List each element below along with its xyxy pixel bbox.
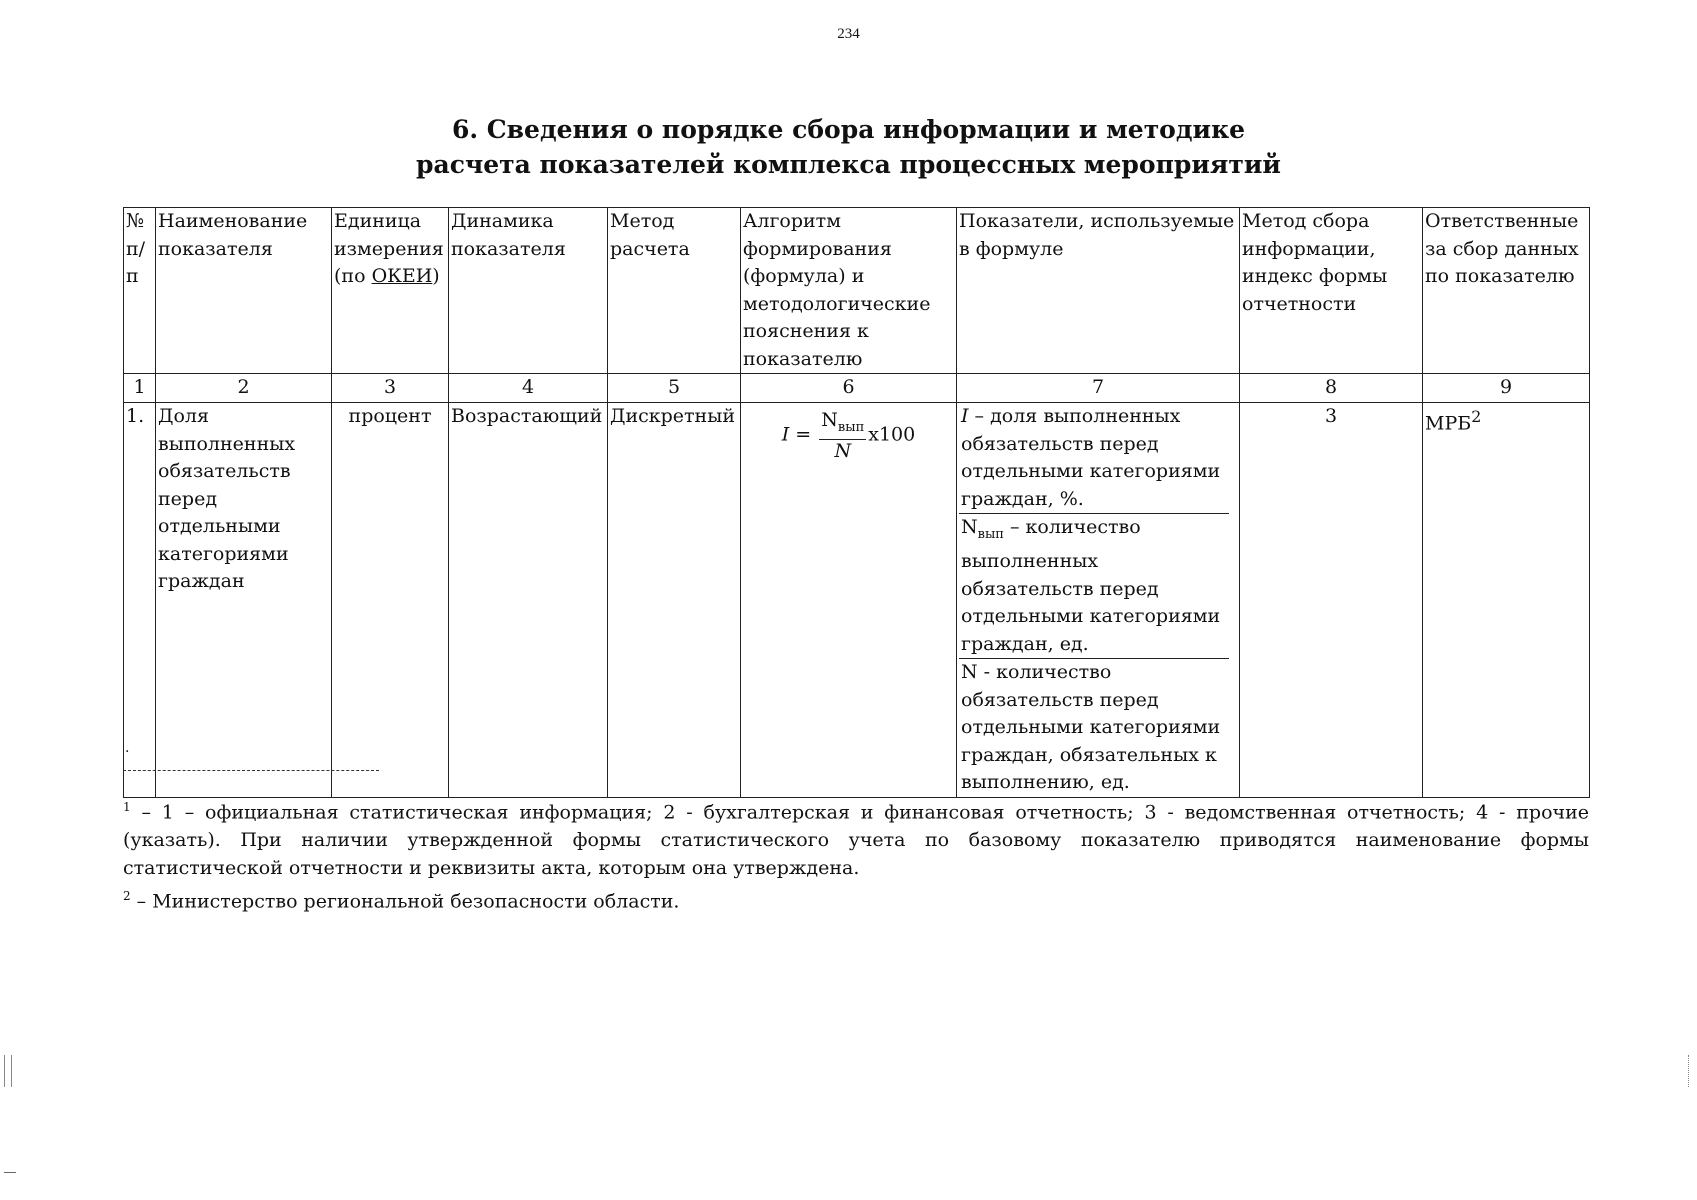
scan-corner-mark	[4, 1172, 16, 1173]
column-number: 7	[957, 374, 1240, 403]
column-number: 9	[1423, 374, 1590, 403]
indicator-unit: процент	[332, 403, 449, 798]
indicator-definition: N - количество обязательств перед отдельными категориями граждан, обязательных к выполнению, ед.	[961, 661, 1221, 794]
indicator-name: Доля выполненных обязательств перед отдельными категориями граждан	[156, 403, 332, 798]
column-numbers-row	[124, 374, 1590, 403]
page-number: 234	[837, 26, 860, 42]
indicator-calc-method: Дискретный	[608, 403, 741, 798]
column-number: 2	[156, 374, 332, 403]
table-header-row	[124, 208, 1590, 374]
indicator-definition: $N_{вып}$ – количество выполненных обязательств перед отдельными категориями граждан, ед.	[959, 514, 1229, 659]
column-number: 3	[332, 374, 449, 403]
column-number: 1	[124, 374, 156, 403]
footnote: $^1$ – 1 – официальная статистическая информация; 2 - бухгалтерская и финансовая отчетность; 3 - ведомственная отчетность; 4 - прочие (указать). При наличии утвержденной формы статистического учета по базовому показателю приводятся наименование формы статистической отчетности и реквизиты акта, которым она утверждена.	[123, 800, 1589, 880]
title-line-2: расчета показателей комплекса процессных мероприятий	[416, 150, 1281, 179]
formula-fraction	[819, 409, 866, 462]
column-number: 4	[449, 374, 608, 403]
footnote-separator	[123, 770, 379, 771]
header-formula-indicators: Показатели, используемые в формуле	[957, 208, 1240, 374]
footnotes	[123, 793, 1589, 916]
formula-numerator: $N_{вып}$	[819, 409, 866, 440]
stray-dot: ·	[125, 744, 130, 760]
formula-denominator: N	[834, 439, 852, 462]
header-collection-method: Метод сбора информации, индекс формы отчетности	[1240, 208, 1423, 374]
scan-margin-mark	[4, 1055, 12, 1087]
header-algorithm: Алгоритм формирования (формула) и методологические пояснения к показателю	[741, 208, 957, 374]
scan-margin-mark	[1688, 1055, 1693, 1087]
row-number: 1.	[124, 403, 156, 798]
formula	[743, 409, 954, 462]
table-row	[124, 403, 1590, 798]
formula-lhs: I =	[781, 423, 812, 446]
header-calc-method: Метод расчета	[608, 208, 741, 374]
column-number: 8	[1240, 374, 1423, 403]
header-name: Наименование показателя	[156, 208, 332, 374]
column-number: 5	[608, 374, 741, 403]
footnote-ref: 2	[1471, 407, 1482, 426]
column-number: 6	[741, 374, 957, 403]
header-responsible: Ответственные за сбор данных по показателю	[1423, 208, 1590, 374]
indicator-formula	[741, 403, 957, 798]
header-unit: Единица измерения (по ОКЕИ)	[332, 208, 449, 374]
formula-indicators	[957, 403, 1240, 798]
header-number: № п/п	[124, 208, 156, 374]
title-line-1: 6. Сведения о порядке сбора информации и методике	[451, 115, 1246, 144]
section-title	[0, 112, 1697, 182]
indicators-table	[123, 207, 1590, 798]
indicator-responsible: МРБ$^2$	[1423, 403, 1590, 798]
indicator-collection-method: 3	[1240, 403, 1423, 798]
formula-multiplier: х100	[868, 423, 916, 446]
indicator-definition: I – доля выполненных обязательств перед отдельными категориями граждан, %.	[959, 403, 1229, 514]
indicator-dynamics: Возрастающий	[449, 403, 608, 798]
footnote: $^2$ – Министерство региональной безопасности области.	[123, 889, 680, 913]
okei-link[interactable]: ОКЕИ	[371, 265, 433, 287]
header-dynamics: Динамика показателя	[449, 208, 608, 374]
